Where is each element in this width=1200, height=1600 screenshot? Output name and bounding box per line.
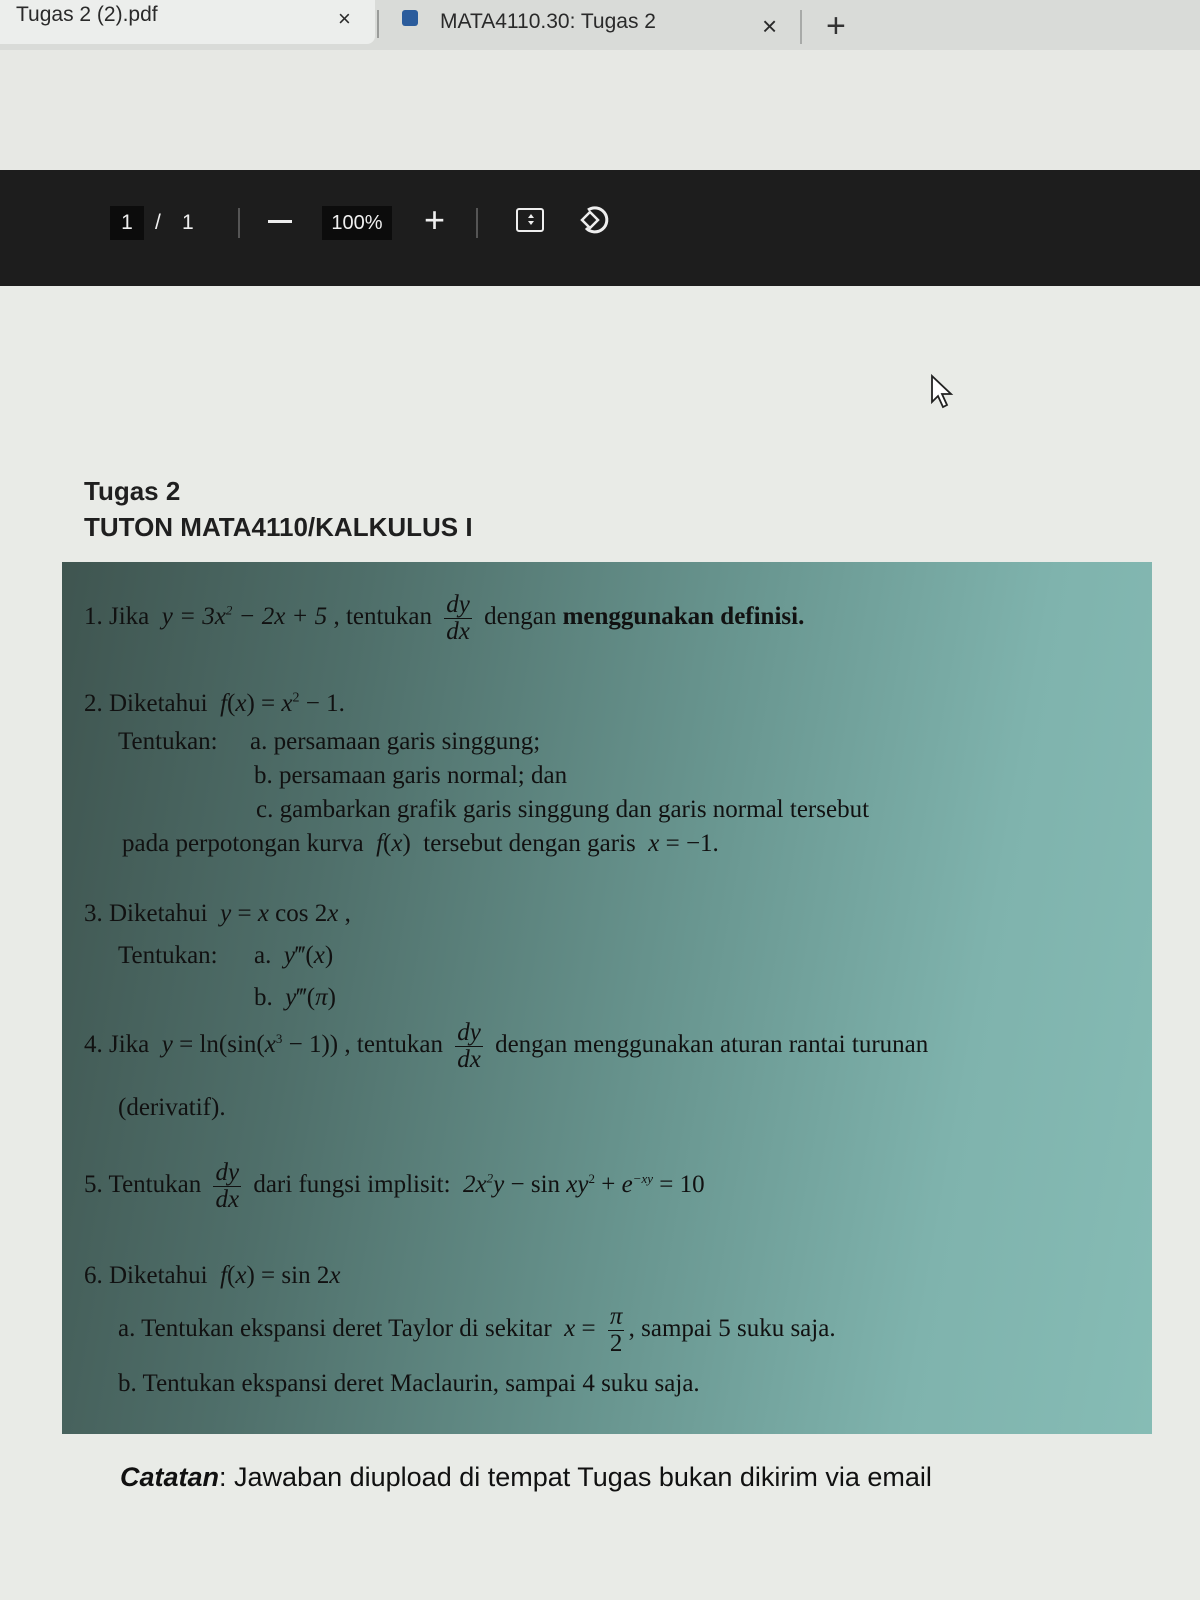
document-title: Tugas 2 — [84, 476, 181, 506]
question-2: 2. Diketahui $f(x) = x^2 - 1$. — [84, 690, 345, 717]
pi-over-two-fraction: $\frac{\pi}{2}$ — [609, 1303, 623, 1357]
site-favicon-icon — [402, 10, 418, 26]
q3-item-a: a. y‴(x) — [254, 942, 334, 969]
q2-item-b: b. persamaan garis normal; dan — [254, 762, 568, 789]
question-6: 6. Diketahui f(x) = sin 2x — [84, 1262, 341, 1289]
q4-continuation: (derivatif). — [118, 1094, 226, 1121]
q3-label: Tentukan: — [118, 942, 218, 969]
mouse-cursor-icon — [930, 374, 956, 410]
q2-item-c: c. gambarkan grafik garis singgung dan garis normal tersebut — [256, 796, 870, 823]
page-separator: / — [155, 211, 161, 234]
note — [120, 1462, 932, 1493]
q2-label: Tentukan: — [118, 728, 218, 755]
tab-course[interactable] — [380, 0, 800, 44]
zoom-out-button[interactable] — [268, 220, 292, 223]
document-subtitle: TUTON MATA4110/KALKULUS I — [84, 512, 473, 542]
pdf-toolbar — [0, 170, 1200, 286]
derivative-fraction: $\frac{dy}{dx}$ — [457, 1019, 481, 1073]
tab-divider — [800, 10, 802, 44]
page-total: 1 — [182, 211, 194, 234]
q2-item-a: a. persamaan garis singgung; — [250, 728, 541, 755]
tab-pdf[interactable] — [0, 0, 375, 44]
tab-bar — [0, 0, 1200, 50]
toolbar-divider — [238, 208, 240, 238]
derivative-fraction: $\frac{dy}{dx}$ — [215, 1159, 240, 1213]
equation: f — [213, 690, 228, 717]
zoom-in-button[interactable]: + — [424, 199, 446, 240]
toolbar-divider — [476, 208, 478, 238]
browser-chrome-area — [0, 50, 1200, 170]
q3-item-b: b. y‴(π) — [254, 984, 336, 1011]
rotate-icon[interactable] — [578, 202, 614, 238]
q6-item-b: b. Tentukan ekspansi deret Maclaurin, sampai 4 suku saja. — [118, 1370, 700, 1397]
note-label: Catatan — [120, 1462, 220, 1492]
tab-divider — [377, 10, 379, 38]
page-number-input[interactable]: 1 — [110, 206, 144, 240]
close-icon[interactable]: × — [338, 6, 351, 31]
new-tab-button[interactable]: + — [826, 7, 846, 45]
note-text: : Jawaban diupload di tempat Tugas bukan dikirim via email — [219, 1462, 932, 1492]
derivative-fraction: $\frac{dy}{dx}$ — [446, 591, 470, 645]
equation: $y = 3x^2 - 2x + 5$ — [155, 602, 328, 631]
question-5: 5. Tentukan $\frac{dy}{dx}$ dari fungsi implisit: $2x^2y - \sin xy^2 + e^{-xy} = 10$ — [84, 1159, 705, 1213]
question-4: 4. Jika $y = \ln(\sin(x^3 - 1))$ , tentukan $\frac{dy}{dx}$ dengan menggunakan aturan rantai turunan — [84, 1019, 929, 1073]
tab-title: Tugas 2 (2).pdf — [16, 3, 158, 26]
question-3: 3. Diketahui y = x cos 2x , — [84, 900, 351, 927]
close-icon[interactable]: × — [762, 11, 778, 41]
fit-page-icon[interactable] — [516, 208, 544, 232]
q2-item-d: pada perpotongan kurva f(x) tersebut dengan garis x = −1. — [122, 830, 719, 857]
zoom-level-input[interactable]: 100% — [322, 206, 392, 240]
tab-title: MATA4110.30: Tugas 2 — [440, 10, 656, 33]
question-1: 1. Jika $y = 3x^2 - 2x + 5$ , tentukan $\frac{dy}{dx}$ dengan menggunakan definisi. — [84, 591, 805, 645]
q6-item-a: a. Tentukan ekspansi deret Taylor di sekitar x = $\frac{\pi}{2}$ , sampai 5 suku saja. — [118, 1303, 836, 1357]
